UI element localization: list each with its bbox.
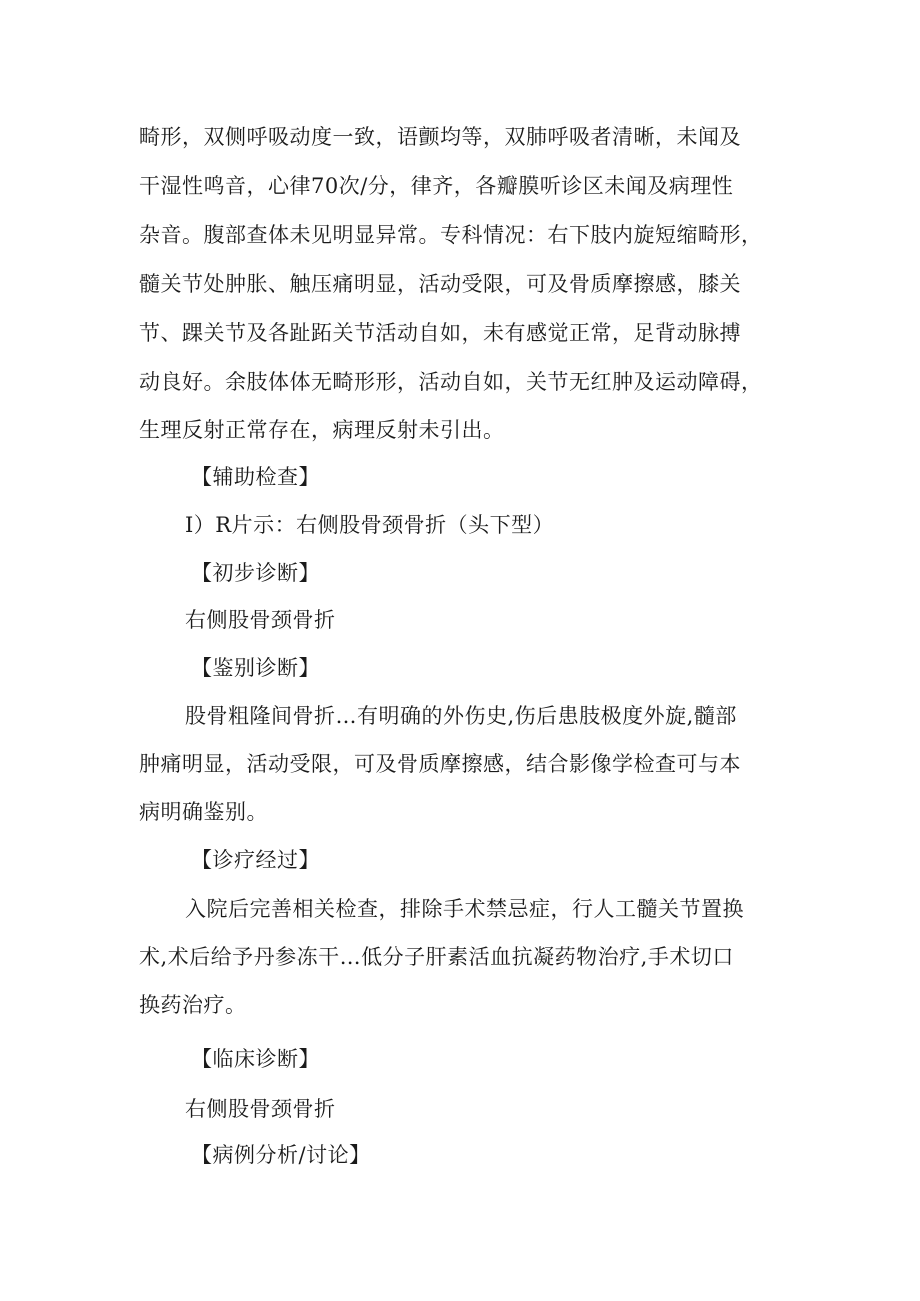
diff-dx-line-3: 病明确鉴别。: [139, 800, 268, 824]
diff-dx-line-1: 股骨粗隆间骨折…有明确的外伤史,伤后患肢极度外旋,髓部: [185, 704, 737, 728]
treatment-heading: 【诊疗经过】: [191, 848, 320, 872]
aux-exam-text: I）R片示：右侧股骨颈骨折（头下型）: [185, 513, 555, 537]
prelim-dx-text: 右侧股骨颈骨折: [185, 608, 336, 632]
exam-line-4: 髓关节处肿胀、触压痛明显，活动受限，可及骨质摩擦感，膝关: [139, 272, 741, 296]
exam-line-5: 节、踝关节及各趾跖关节活动自如，未有感觉正常，足背动脉搏: [139, 321, 741, 345]
clinical-dx-text: 右侧股骨颈骨折: [185, 1097, 336, 1121]
exam-line-6: 动良好。余肢体体无畸形形，活动自如，关节无红肿及运动障碍，: [139, 370, 763, 394]
clinical-dx-heading: 【临床诊断】: [191, 1047, 320, 1071]
exam-line-3: 杂音。腹部查体未见明显异常。专科情况：右下肢内旋短缩畸形，: [139, 223, 763, 247]
treatment-line-3: 换药治疗。: [139, 993, 247, 1017]
exam-line-1: 畸形，双侧呼吸动度一致，语颤均等，双肺呼吸者清晰，未闻及: [139, 125, 741, 149]
treatment-line-2: 术,术后给予丹参冻干…低分子肝素活血抗凝药物治疗,手术切口: [139, 945, 734, 969]
diff-dx-line-2: 肿痛明显，活动受限，可及骨质摩擦感，结合影像学检查可与本: [139, 752, 741, 776]
diff-dx-heading: 【鉴别诊断】: [191, 656, 320, 680]
exam-line-7: 生理反射正常存在，病理反射未引出。: [139, 418, 505, 442]
aux-exam-heading: 【辅助检查】: [191, 465, 320, 489]
exam-line-2: 干湿性鸣音，心律70次/分，律齐，各瓣膜听诊区未闻及病理性: [139, 174, 734, 198]
prelim-dx-heading: 【初步诊断】: [191, 561, 320, 585]
treatment-line-1: 入院后完善相关检查，排除手术禁忌症，行人工髓关节置换: [185, 897, 744, 921]
case-analysis-heading: 【病例分析/讨论】: [191, 1143, 371, 1167]
